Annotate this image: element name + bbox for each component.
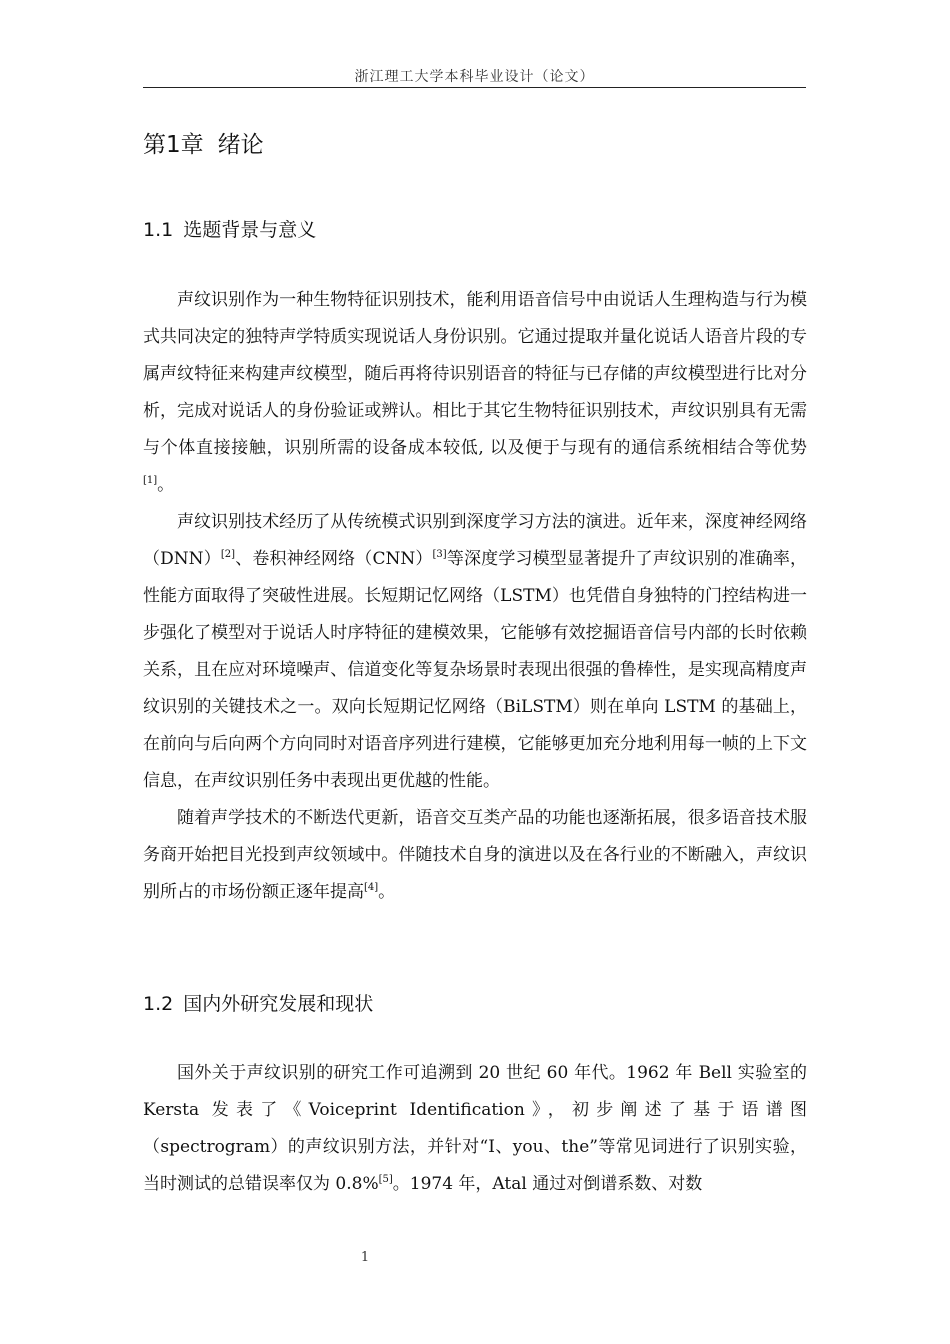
page-header: 浙江理工大学本科毕业设计（论文） <box>354 69 595 85</box>
citation-ref: [3] <box>432 549 447 560</box>
section-number: 1.1 <box>143 219 174 241</box>
chapter-heading <box>143 126 264 159</box>
paragraph-text: 等深度学习模型显著提升了声纹识别的准确率，性能方面取得了突破性进展。长短期记忆网络（LSTM）也凭借自身独特的门控结构进一步强化了模型对于说话人时序特征的建模效果，它能够有效挖掘语音信号内部的长时依赖关系，且在应对环境噪声、信道变化等复杂场景时表现出很强的鲁棒性，是实现高精度声纹识别的关键技术之一。双向长短期记忆网络（BiLSTM）则在单向 LSTM 的基础上，在前向与后向两个方向同时对语音序列进行建模，它能够更加充分地利用每一帧的上下文信息，在声纹识别任务中表现出更优越的性能。 <box>143 549 808 791</box>
section-title: 国内外研究发展和现状 <box>183 993 374 1015</box>
paragraph-text: 国外关于声纹识别的研究工作可追溯到 20 世纪 60 年代。1962 年 Bell 实验室的 Kersta 发表了《Voiceprint Identification》，初步阐述了基于语谱图（spectrogram）的声纹识别方法，并针对“I、you、the”等常见词进行了识别实验，当时测试的总错误率仅为 0.8% <box>143 1063 807 1194</box>
citation-ref: [2] <box>220 549 236 560</box>
body-paragraph <box>143 800 807 911</box>
paragraph-text: 。 <box>157 475 175 495</box>
chapter-title: 绪论 <box>217 132 264 158</box>
body-paragraph <box>143 1055 807 1203</box>
section-number: 1.2 <box>143 993 174 1015</box>
body-paragraph <box>143 282 807 504</box>
citation-ref: [5] <box>378 1174 393 1185</box>
header-rule <box>143 87 806 88</box>
section-heading-1-1 <box>143 215 316 242</box>
paragraph-text: 声纹识别技术经历了从传统模式识别到深度学习方法的演进。近年来，深度神经网络（DNN） <box>143 512 807 569</box>
paragraph-text: 声纹识别作为一种生物特征识别技术，能利用语音信号中由说话人生理构造与行为模式共同决定的独特声学特质实现说话人身份识别。它通过提取并量化说话人语音片段的专属声纹特征来构建声纹模型，随后再将待识别语音的特征与已存储的声纹模型进行比对分析，完成对说话人的身份验证或辨认。相比于其它生物特征识别技术，声纹识别具有无需与个体直接接触，识别所需的设备成本较低, 以及便于与现有的通信系统相结合等优势 <box>143 290 807 458</box>
section-title: 选题背景与意义 <box>183 219 317 241</box>
body-paragraph <box>143 504 807 800</box>
paragraph-text: 。1974 年，Atal 通过对倒谱系数、对数 <box>392 1174 703 1194</box>
citation-ref: [4] <box>364 882 379 893</box>
section-body-1-2 <box>143 1055 807 1203</box>
paragraph-text: 。 <box>378 882 396 902</box>
section-body-1-1 <box>143 282 807 911</box>
page-number: 1 <box>360 1250 370 1265</box>
chapter-number: 第1章 <box>143 132 204 158</box>
paragraph-text: 、卷积神经网络（CNN） <box>235 549 433 569</box>
citation-ref: [1] <box>143 475 158 486</box>
section-heading-1-2 <box>143 989 373 1016</box>
paragraph-text: 随着声学技术的不断迭代更新，语音交互类产品的功能也逐渐拓展，很多语音技术服务商开始把目光投到声纹领域中。伴随技术自身的演进以及在各行业的不断融入，声纹识别所占的市场份额正逐年提高 <box>143 808 807 902</box>
